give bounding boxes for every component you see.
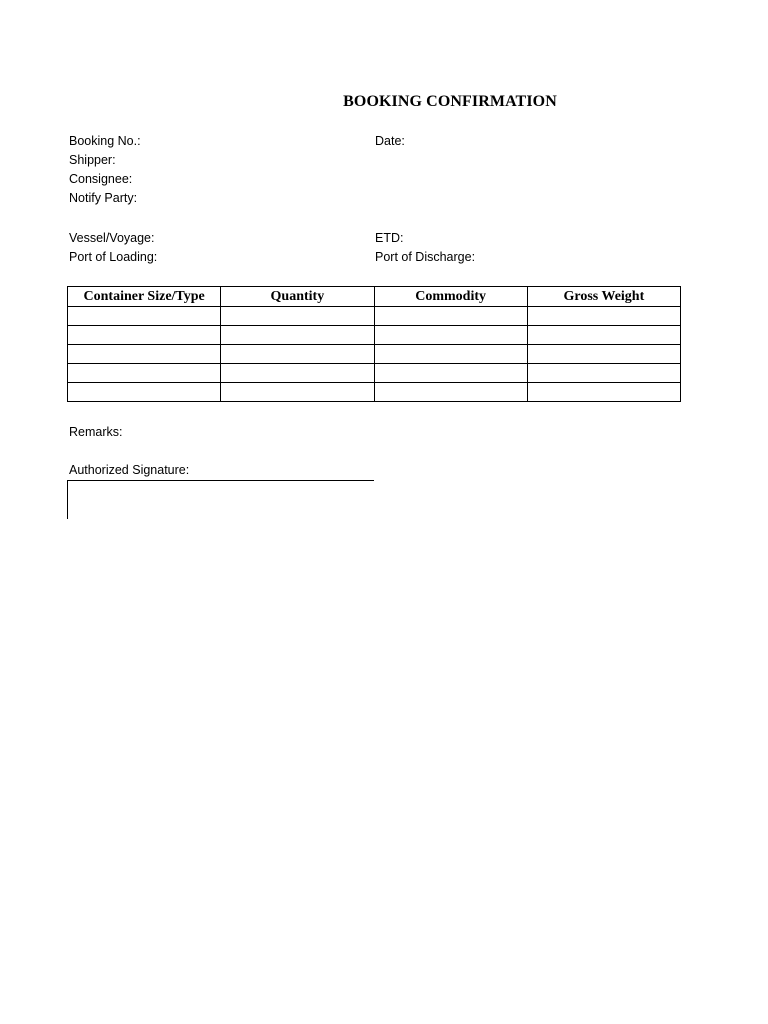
table-cell[interactable] xyxy=(527,326,680,345)
table-cell[interactable] xyxy=(527,345,680,364)
port-of-discharge-label: Port of Discharge: xyxy=(375,250,476,264)
remarks-label: Remarks: xyxy=(69,425,123,439)
table-cell[interactable] xyxy=(374,383,527,402)
authorized-signature-label: Authorized Signature: xyxy=(69,463,190,477)
shipper-label: Shipper: xyxy=(69,153,116,167)
table-cell[interactable] xyxy=(68,326,221,345)
table-row xyxy=(68,307,681,326)
header-gross-weight: Gross Weight xyxy=(527,287,680,307)
header-container-size-type: Container Size/Type xyxy=(68,287,221,307)
header-commodity: Commodity xyxy=(374,287,527,307)
table-cell[interactable] xyxy=(68,383,221,402)
table-header-row xyxy=(68,287,681,307)
table-cell[interactable] xyxy=(527,383,680,402)
vessel-voyage-label: Vessel/Voyage: xyxy=(69,231,155,245)
container-table xyxy=(67,286,681,402)
table-cell[interactable] xyxy=(221,326,374,345)
consignee-label: Consignee: xyxy=(69,172,133,186)
booking-no-label: Booking No.: xyxy=(69,134,141,148)
header-quantity: Quantity xyxy=(221,287,374,307)
table-cell[interactable] xyxy=(374,364,527,383)
table-cell[interactable] xyxy=(68,307,221,326)
table-cell[interactable] xyxy=(374,307,527,326)
table-row xyxy=(68,326,681,345)
table-row xyxy=(68,364,681,383)
table-cell[interactable] xyxy=(374,345,527,364)
signature-box[interactable] xyxy=(67,480,374,519)
notify-party-label: Notify Party: xyxy=(69,191,138,205)
table-cell[interactable] xyxy=(221,307,374,326)
port-of-loading-label: Port of Loading: xyxy=(69,250,158,264)
etd-label: ETD: xyxy=(375,231,404,245)
table-row xyxy=(68,345,681,364)
table-cell[interactable] xyxy=(221,345,374,364)
table-cell[interactable] xyxy=(527,364,680,383)
table-cell[interactable] xyxy=(221,383,374,402)
table-cell[interactable] xyxy=(374,326,527,345)
table-cell[interactable] xyxy=(221,364,374,383)
table-cell[interactable] xyxy=(527,307,680,326)
table-cell[interactable] xyxy=(68,345,221,364)
document-title: BOOKING CONFIRMATION xyxy=(343,93,557,110)
table-row xyxy=(68,383,681,402)
table-cell[interactable] xyxy=(68,364,221,383)
date-label: Date: xyxy=(375,134,405,148)
